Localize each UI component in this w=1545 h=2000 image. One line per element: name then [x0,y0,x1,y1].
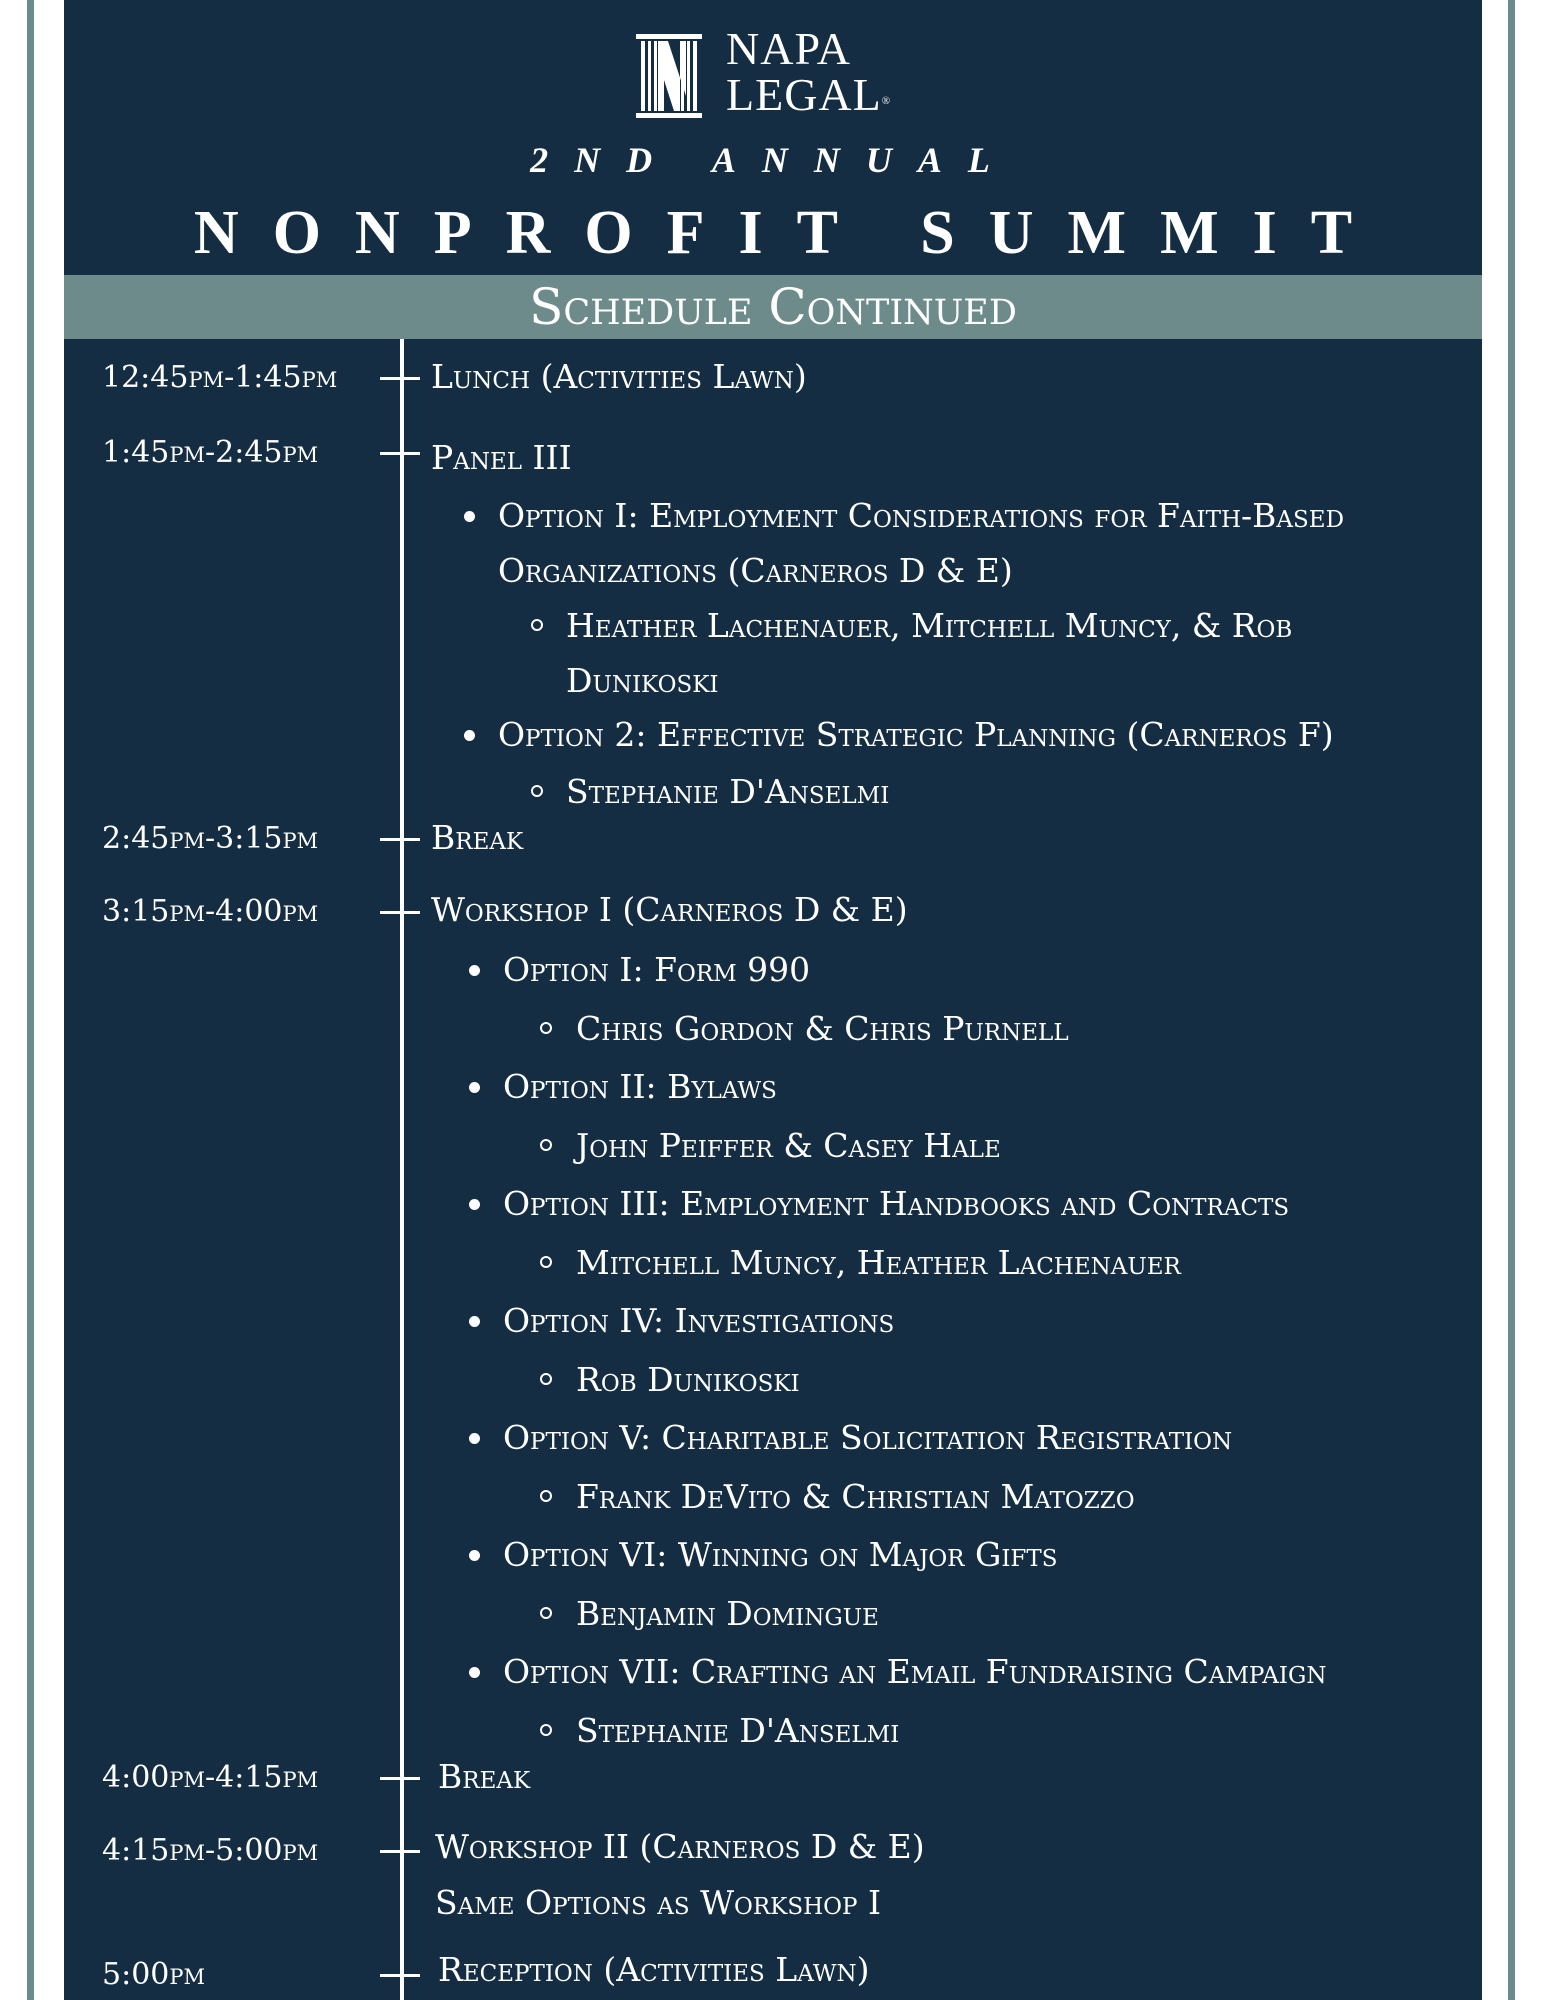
workshop-option-1-speakers: Chris Gordon & Chris Purnell [576,1009,1069,1048]
timeline-tick [380,452,420,455]
timeline-tick [380,377,420,380]
time-slot-2: 1:45pm-2:45pm [102,435,319,470]
workshop-option-4-speaker: Rob Dunikoski [576,1360,800,1399]
panel-option-1-speakers-line-1: Heather Lachenauer, Mitchell Muncy, & Rob [566,606,1293,645]
bullet-icon [464,730,475,741]
sub-bullet-icon [540,1139,552,1151]
workshop-option-3: Option III: Employment Handbooks and Contracts [503,1184,1290,1223]
bullet-icon [464,511,475,522]
workshop-option-6-speaker: Benjamin Domingue [576,1594,879,1633]
logo-wordmark [726,23,892,120]
time-slot-4: 3:15pm-4:00pm [102,894,319,929]
page-title: NONPROFIT SUMMIT [193,199,1387,267]
panel-option-1-line-1: Option I: Employment Considerations for Faith-Based [498,496,1345,535]
right-border-rule [1508,0,1515,2000]
workshop-option-4: Option IV: Investigations [503,1301,895,1340]
sub-bullet-icon [540,1724,552,1736]
bullet-icon [469,1316,480,1327]
napa-legal-logo [634,23,934,122]
workshop-option-2: Option II: Bylaws [503,1067,777,1106]
timeline-line [400,339,404,2000]
section-heading: Schedule Continued [529,278,1017,336]
bullet-icon [469,1550,480,1561]
workshop-2-note: Same Options as Workshop I [435,1883,882,1922]
timeline-tick [380,1974,420,1977]
workshop-option-7: Option VII: Crafting an Email Fundraising Campaign [503,1652,1327,1691]
sub-bullet-icon [540,1490,552,1502]
event-workshop-2: Workshop II (Carneros D & E) [435,1827,925,1866]
event-workshop-1: Workshop I (Carneros D & E) [431,890,908,929]
time-slot-3: 2:45pm-3:15pm [102,821,319,856]
sub-bullet-icon [540,1607,552,1619]
sub-bullet-icon [531,619,543,631]
workshop-option-7-speaker: Stephanie D'Anselmi [576,1711,900,1750]
schedule-panel [64,0,1482,2000]
pillar-n-logo-icon [634,32,704,120]
sub-bullet-icon [540,1256,552,1268]
bullet-icon [469,965,480,976]
section-band [64,275,1482,339]
event-reception: Reception (Activities Lawn) [438,1950,870,1989]
sub-bullet-icon [540,1373,552,1385]
timeline-tick [380,911,420,914]
timeline-tick [380,1850,420,1853]
panel-option-2-speaker: Stephanie D'Anselmi [566,772,890,811]
workshop-option-2-speakers: John Peiffer & Casey Hale [576,1126,1001,1165]
time-slot-5: 4:00pm-4:15pm [102,1760,319,1795]
sub-bullet-icon [540,1022,552,1034]
event-lunch: Lunch (Activities Lawn) [431,357,807,396]
time-slot-6: 4:15pm-5:00pm [102,1833,319,1868]
event-panel-3: Panel III [431,438,572,477]
workshop-option-3-speakers: Mitchell Muncy, Heather Lachenauer [576,1243,1181,1282]
panel-option-1-line-2: Organizations (Carneros D & E) [498,551,1013,590]
edition-subtitle: 2ND ANNUAL [530,140,1016,180]
bullet-icon [469,1433,480,1444]
timeline-tick [380,1777,420,1780]
bullet-icon [469,1082,480,1093]
registered-mark: ® [881,95,892,107]
panel-option-2: Option 2: Effective Strategic Planning (Carneros F) [498,715,1334,754]
event-break-2: Break [438,1757,531,1796]
workshop-option-1: Option I: Form 990 [503,950,811,989]
panel-option-1-speakers-line-2: Dunikoski [566,661,719,700]
logo-line-legal: LEGAL [726,69,882,120]
time-slot-1: 12:45pm-1:45pm [102,360,338,395]
workshop-option-5: Option V: Charitable Solicitation Registration [503,1418,1233,1457]
left-border-rule [27,0,34,2000]
workshop-option-6: Option VI: Winning on Major Gifts [503,1535,1058,1574]
time-slot-7: 5:00pm [102,1957,206,1992]
workshop-option-5-speakers: Frank DeVito & Christian Matozzo [576,1477,1135,1516]
event-break-1: Break [431,818,524,857]
logo-line-napa: NAPA [726,23,852,74]
bullet-icon [469,1199,480,1210]
bullet-icon [469,1667,480,1678]
timeline-tick [380,838,420,841]
sub-bullet-icon [531,785,543,797]
